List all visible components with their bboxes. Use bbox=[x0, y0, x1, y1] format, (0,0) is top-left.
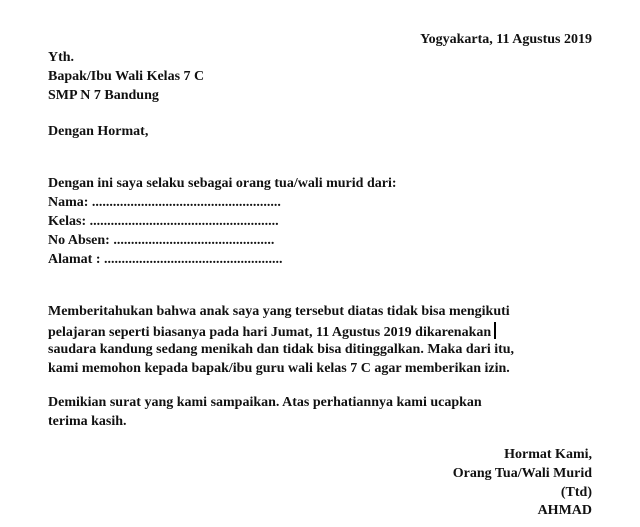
body-line: kami memohon kepada bapak/ibu guru wali kelas 7 C agar memberikan izin. bbox=[48, 361, 510, 376]
date-line: Yogyakarta, 11 Agustus 2019 bbox=[420, 32, 592, 47]
greeting: Dengan Hormat, bbox=[48, 124, 149, 139]
field-alamat: Alamat : ................................................... bbox=[48, 252, 283, 267]
signature-regards: Hormat Kami, bbox=[504, 447, 592, 462]
body-line: pelajaran seperti biasanya pada hari Jumat, 11 Agustus 2019 dikarenakan bbox=[48, 325, 492, 340]
body-line: Memberitahukan bahwa anak saya yang tersebut diatas tidak bisa mengikuti bbox=[48, 304, 510, 319]
text-cursor bbox=[494, 322, 496, 339]
field-no-absen: No Absen: .............................................. bbox=[48, 233, 275, 248]
recipient-school: SMP N 7 Bandung bbox=[48, 88, 159, 103]
signature-ttd: (Ttd) bbox=[560, 485, 592, 500]
signature-role: Orang Tua/Wali Murid bbox=[452, 466, 592, 481]
body-line-with-cursor[interactable] bbox=[48, 322, 496, 342]
body-line: saudara kandung sedang menikah dan tidak bisa ditinggalkan. Maka dari itu, bbox=[48, 342, 515, 357]
field-nama: Nama: ...................................................... bbox=[48, 195, 281, 210]
closing-line: terima kasih. bbox=[48, 414, 127, 429]
closing-line: Demikian surat yang kami sampaikan. Atas perhatiannya kami ucapkan bbox=[48, 395, 482, 410]
recipient-name: Bapak/Ibu Wali Kelas 7 C bbox=[48, 69, 205, 84]
field-kelas: Kelas: ...................................................... bbox=[48, 214, 279, 229]
signature-name: AHMAD bbox=[537, 503, 592, 518]
intro-line: Dengan ini saya selaku sebagai orang tua/wali murid dari: bbox=[48, 176, 397, 191]
recipient-salutation: Yth. bbox=[48, 50, 75, 65]
